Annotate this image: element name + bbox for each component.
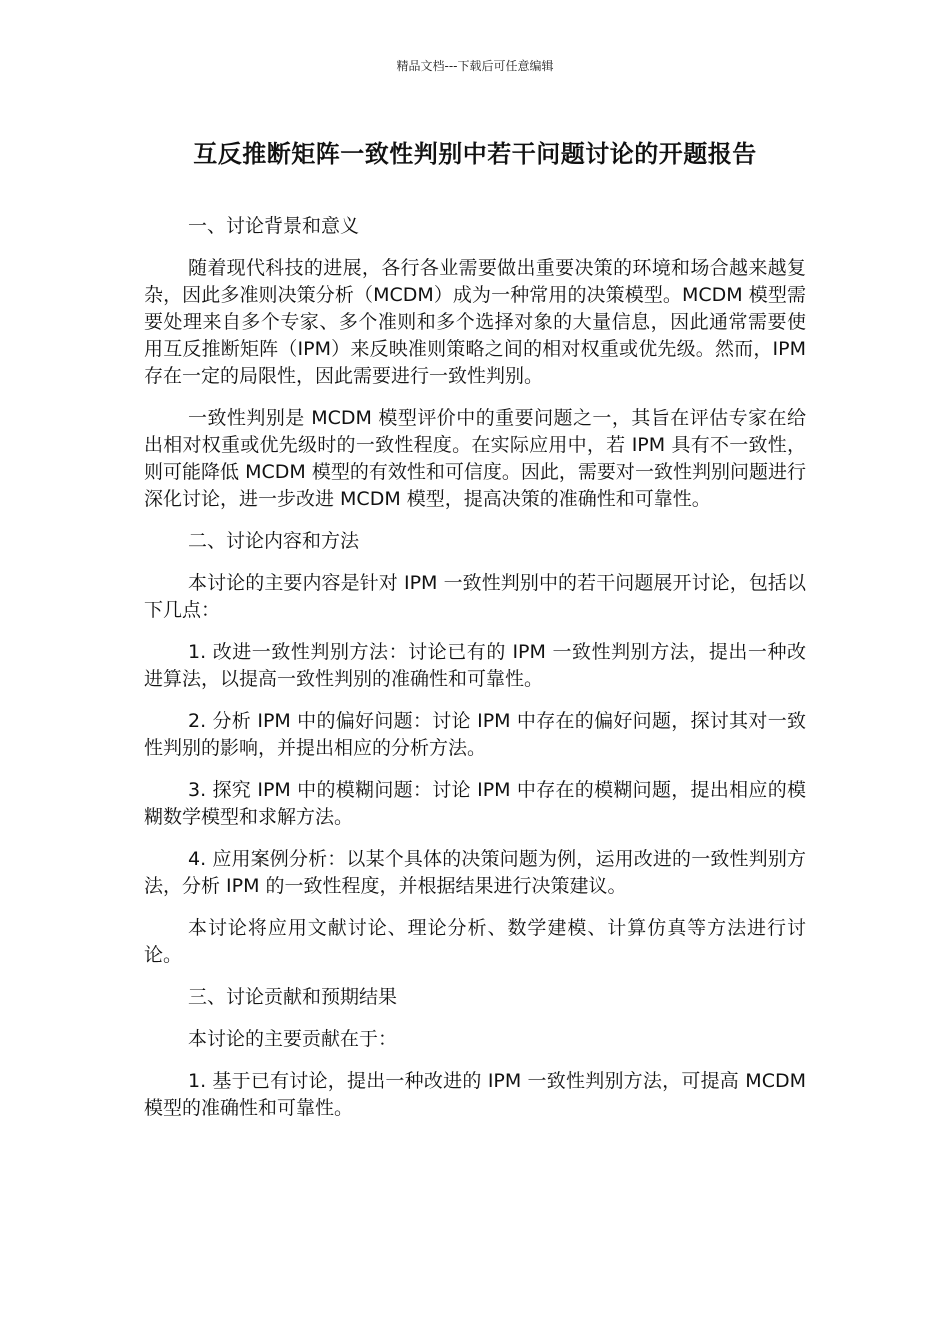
document-title: 互反推断矩阵一致性判别中若干问题讨论的开题报告	[193, 140, 757, 168]
paragraph-contributions-intro: 本讨论的主要贡献在于：	[188, 1028, 398, 1050]
list-item-1: 1. 改进一致性判别方法：讨论已有的 IPM 一致性判别方法，提出一种改进算法，以提高一致性判别的准确性和可靠性。	[144, 641, 806, 690]
section-heading-content-methods: 二、讨论内容和方法	[188, 530, 360, 552]
paragraph-background: 随着现代科技的进展，各行各业需要做出重要决策的环境和场合越来越复杂，因此多准则决策分析（MCDM）成为一种常用的决策模型。MCDM 模型需要处理来自多个专家、多个准则和多个选择对象的大量信息，因此通常需要使用互反推断矩阵（IPM）来反映准则策略之间的相对权重或优先级。然而，IPM 存在一定的局限性，因此需要进行一致性判别。	[144, 257, 806, 387]
header-note: 精品文档---下载后可任意编辑	[396, 59, 554, 73]
contribution-item-1: 1. 基于已有讨论，提出一种改进的 IPM 一致性判别方法，可提高 MCDM 模型的准确性和可靠性。	[144, 1070, 806, 1119]
list-item-2: 2. 分析 IPM 中的偏好问题：讨论 IPM 中存在的偏好问题，探讨其对一致性判别的影响，并提出相应的分析方法。	[144, 710, 806, 759]
document-body	[144, 213, 806, 1137]
list-item-4: 4. 应用案例分析：以某个具体的决策问题为例，运用改进的一致性判别方法，分析 IPM 的一致性程度，并根据结果进行决策建议。	[144, 848, 806, 897]
paragraph-main-content: 本讨论的主要内容是针对 IPM 一致性判别中的若干问题展开讨论，包括以下几点：	[144, 572, 806, 621]
paragraph-methods: 本讨论将应用文献讨论、理论分析、数学建模、计算仿真等方法进行讨论。	[144, 917, 806, 966]
paragraph-consistency: 一致性判别是 MCDM 模型评价中的重要问题之一，其旨在评估专家在给出相对权重或优先级时的一致性程度。在实际应用中，若 IPM 具有不一致性，则可能降低 MCDM 模型的有效性和可信度。因此，需要对一致性判别问题进行深化讨论，进一步改进 MCDM 模型，提高决策的准确性和可靠性。	[144, 407, 806, 510]
section-heading-contributions: 三、讨论贡献和预期结果	[188, 986, 398, 1008]
list-item-3: 3. 探究 IPM 中的模糊问题：讨论 IPM 中存在的模糊问题，提出相应的模糊数学模型和求解方法。	[144, 779, 806, 828]
section-heading-background: 一、讨论背景和意义	[188, 215, 360, 237]
